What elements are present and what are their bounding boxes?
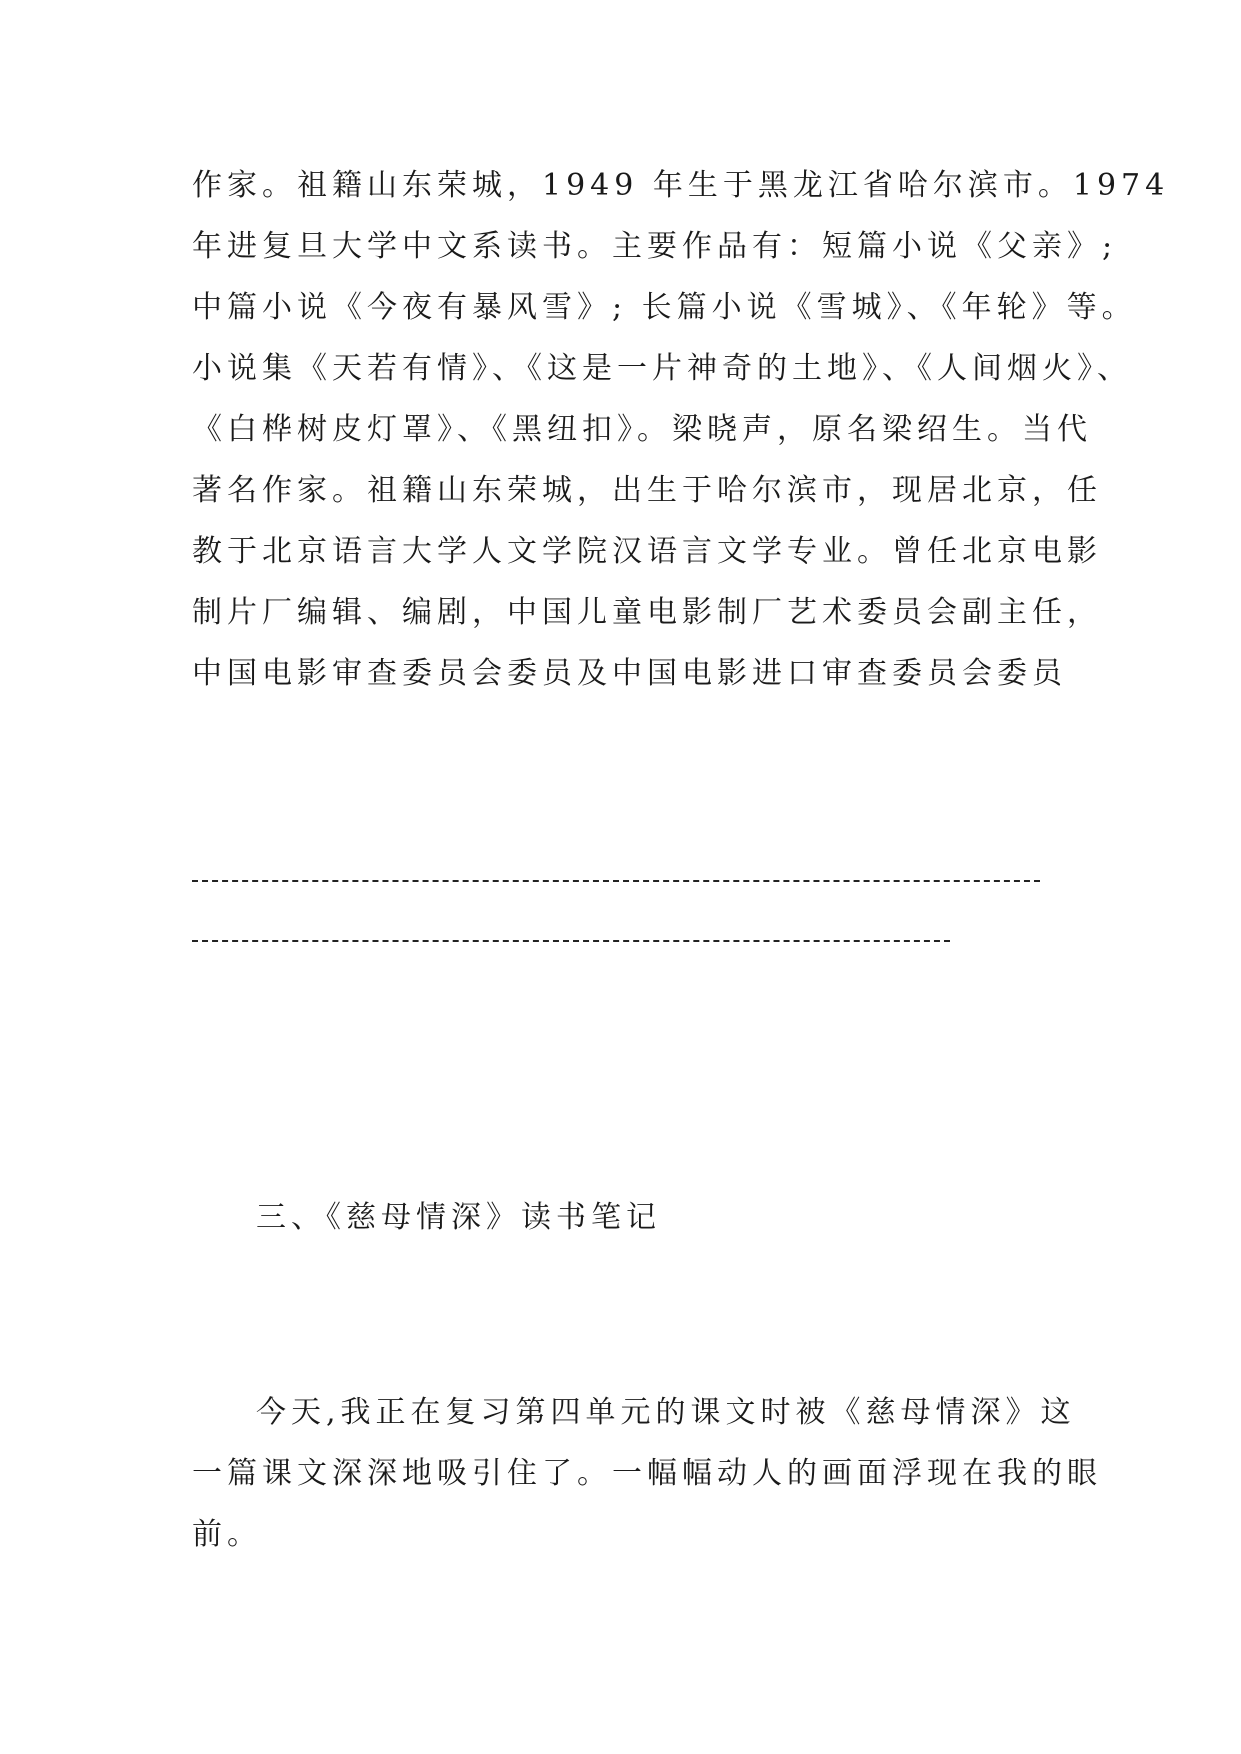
bio-line-5: 《白桦树皮灯罩》、《黑纽扣》。梁晓声，原名梁绍生。当代 <box>192 412 1092 447</box>
separator-rule-1 <box>192 880 1040 882</box>
bio-line-8: 制片厂编辑、编剧，中国儿童电影制厂艺术委员会副主任， <box>192 595 1102 630</box>
bio-line-7: 教于北京语言大学人文学院汉语言文学专业。曾任北京电影 <box>192 534 1102 569</box>
bio-line-9: 中国电影审查委员会委员及中国电影进口审查委员会委员 <box>192 656 1067 691</box>
bio-line-2: 年进复旦大学中文系读书。主要作品有：短篇小说《父亲》; <box>192 229 1118 264</box>
note-line-3: 前。 <box>192 1517 262 1552</box>
note-line-2: 一篇课文深深地吸引住了。一幅幅动人的画面浮现在我的眼 <box>192 1456 1102 1491</box>
bio-line-6: 著名作家。祖籍山东荣城，出生于哈尔滨市，现居北京，任 <box>192 473 1102 508</box>
note-line-1: 今天,我正在复习第四单元的课文时被《慈母情深》这 <box>256 1395 1076 1430</box>
section-heading: 三、《慈母情深》读书笔记 <box>256 1200 661 1235</box>
bio-line-3: 中篇小说《今夜有暴风雪》; 长篇小说《雪城》、《年轮》等。 <box>192 290 1137 325</box>
bio-line-4: 小说集《天若有情》、《这是一片神奇的土地》、《人间烟火》、 <box>192 351 1132 386</box>
bio-line-1: 作家。祖籍山东荣城，1949 年生于黑龙江省哈尔滨市。1974 <box>192 168 1170 203</box>
separator-rule-2 <box>192 940 950 942</box>
